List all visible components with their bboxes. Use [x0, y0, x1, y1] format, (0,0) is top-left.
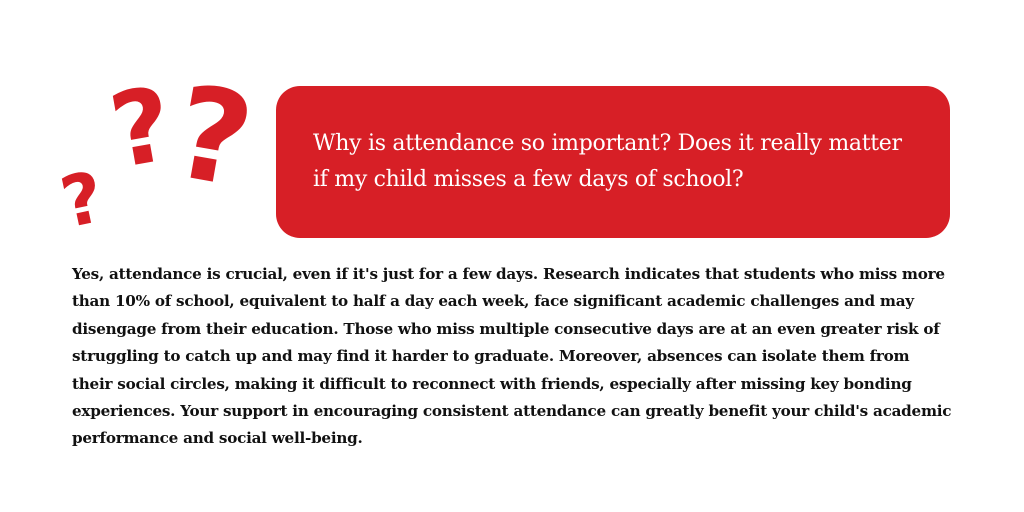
question-text: Why is attendance so important? Does it really matter if my child misses a few days of school? [313, 131, 902, 192]
question-callout [276, 86, 950, 238]
question-mark-icon: ? [102, 64, 181, 193]
question-mark-icon: ? [163, 57, 263, 218]
answer-paragraph: Yes, attendance is crucial, even if it's just for a few days. Research indicates that students who miss more than 10% of school, equivalent to half a day each week, face significant academic challenges and may disengage from their education. Those who miss multiple consecutive days are at an even greater risk of struggling to catch up and may find it harder to graduate. Moreover, absences can isolate them from their social circles, making it difficult to reconnect with friends, especially after missing key bonding experiences. Your support in encouraging consistent attendance can greatly benefit your child's academic performance and social well-being. [72, 265, 952, 448]
question-mark-icon: ? [53, 155, 111, 245]
